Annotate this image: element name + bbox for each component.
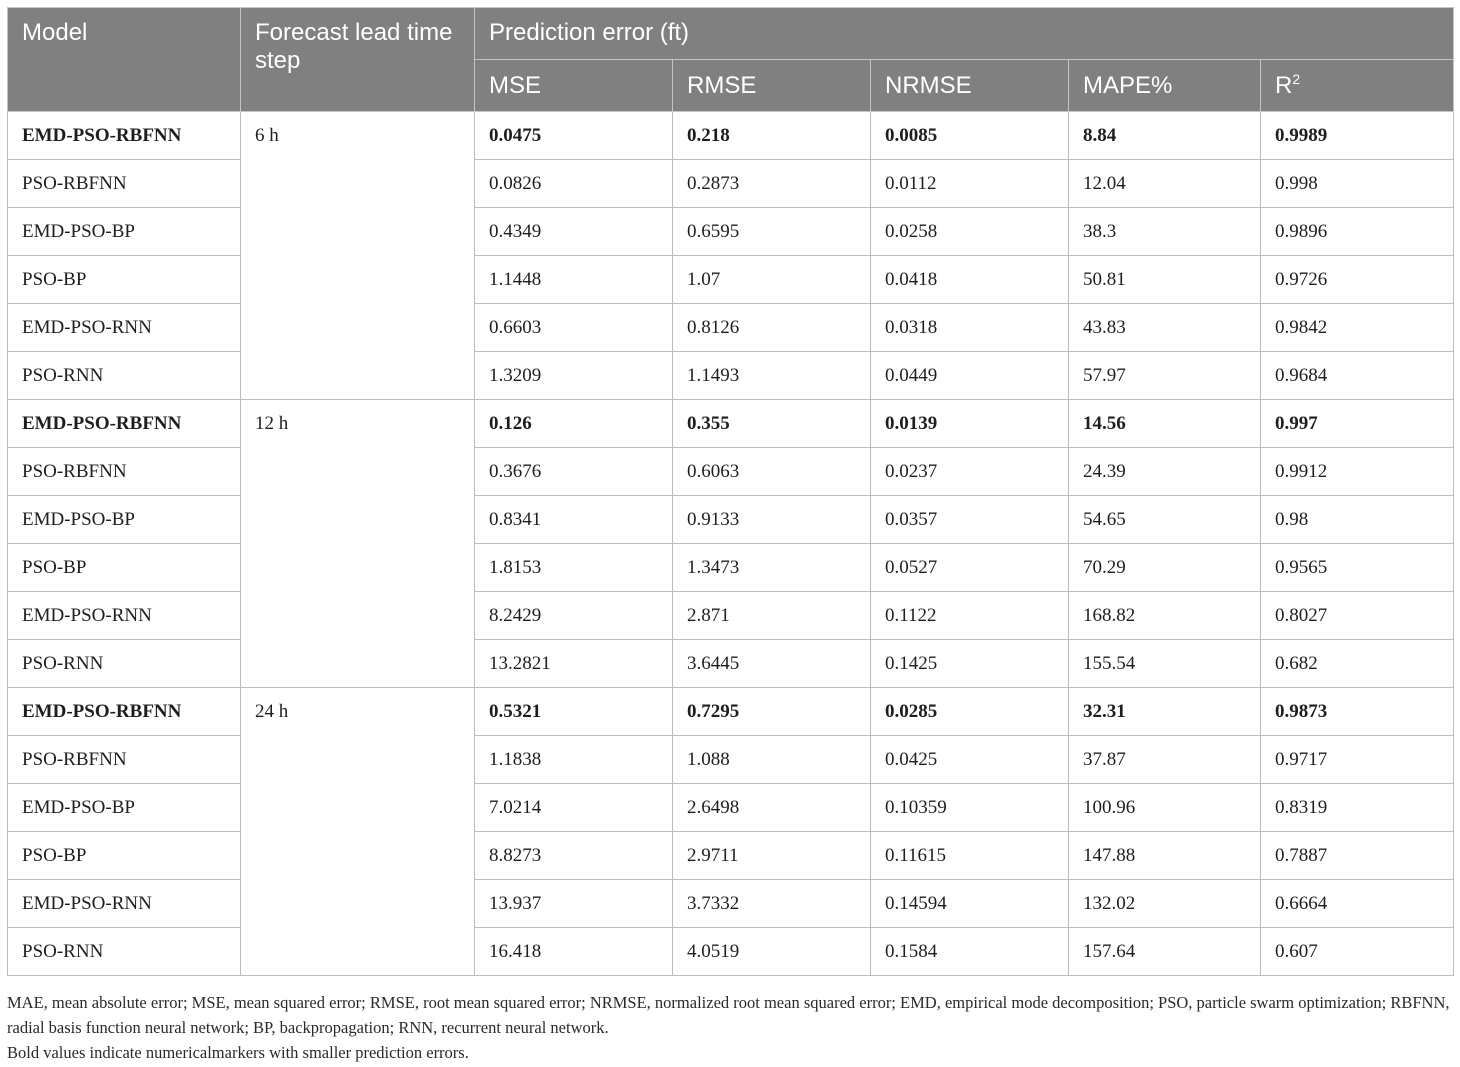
cell-mape: 155.54 [1069, 640, 1261, 688]
header-nrmse: NRMSE [871, 60, 1069, 112]
cell-mape: 168.82 [1069, 592, 1261, 640]
cell-model: PSO-BP [8, 256, 241, 304]
cell-mse: 16.418 [475, 928, 673, 976]
cell-mse: 0.5321 [475, 688, 673, 736]
cell-rmse: 0.9133 [673, 496, 871, 544]
cell-rmse: 3.6445 [673, 640, 871, 688]
cell-nrmse: 0.0237 [871, 448, 1069, 496]
cell-rmse: 2.6498 [673, 784, 871, 832]
cell-nrmse: 0.0285 [871, 688, 1069, 736]
cell-rmse: 0.218 [673, 112, 871, 160]
cell-mape: 38.3 [1069, 208, 1261, 256]
cell-mape: 14.56 [1069, 400, 1261, 448]
cell-nrmse: 0.0112 [871, 160, 1069, 208]
header-model: Model [8, 8, 241, 112]
cell-rmse: 1.07 [673, 256, 871, 304]
table-row [8, 736, 1454, 784]
cell-mse: 0.8341 [475, 496, 673, 544]
cell-rmse: 3.7332 [673, 880, 871, 928]
table-row [8, 592, 1454, 640]
cell-model: PSO-RNN [8, 640, 241, 688]
cell-r2: 0.9873 [1261, 688, 1454, 736]
cell-rmse: 0.7295 [673, 688, 871, 736]
cell-mape: 147.88 [1069, 832, 1261, 880]
cell-model: EMD-PSO-RBFNN [8, 400, 241, 448]
table-row [8, 832, 1454, 880]
cell-r2: 0.9684 [1261, 352, 1454, 400]
table-row [8, 400, 1454, 448]
cell-model: PSO-RNN [8, 928, 241, 976]
cell-model: PSO-RNN [8, 352, 241, 400]
cell-r2: 0.98 [1261, 496, 1454, 544]
cell-nrmse: 0.0139 [871, 400, 1069, 448]
cell-mse: 0.0475 [475, 112, 673, 160]
table-body [8, 112, 1454, 976]
cell-rmse: 2.9711 [673, 832, 871, 880]
results-table [7, 7, 1454, 976]
cell-mse: 1.1838 [475, 736, 673, 784]
header-rmse: RMSE [673, 60, 871, 112]
cell-r2: 0.8319 [1261, 784, 1454, 832]
cell-mse: 13.937 [475, 880, 673, 928]
cell-model: EMD-PSO-RBFNN [8, 112, 241, 160]
cell-rmse: 0.6595 [673, 208, 871, 256]
cell-r2: 0.997 [1261, 400, 1454, 448]
cell-mse: 7.0214 [475, 784, 673, 832]
cell-mse: 8.2429 [475, 592, 673, 640]
cell-rmse: 1.3473 [673, 544, 871, 592]
cell-mape: 24.39 [1069, 448, 1261, 496]
cell-mse: 8.8273 [475, 832, 673, 880]
cell-nrmse: 0.0418 [871, 256, 1069, 304]
cell-mape: 32.31 [1069, 688, 1261, 736]
cell-model: PSO-RBFNN [8, 736, 241, 784]
cell-mse: 0.3676 [475, 448, 673, 496]
cell-r2: 0.9989 [1261, 112, 1454, 160]
table-row [8, 448, 1454, 496]
cell-model: EMD-PSO-BP [8, 496, 241, 544]
cell-rmse: 1.1493 [673, 352, 871, 400]
table-row [8, 688, 1454, 736]
header-r2-base: R [1275, 71, 1293, 99]
cell-mape: 43.83 [1069, 304, 1261, 352]
cell-r2: 0.9842 [1261, 304, 1454, 352]
header-lead-time: Forecast lead time step [241, 8, 475, 112]
footnote-abbreviations: MAE, mean absolute error; MSE, mean squared error; RMSE, root mean squared error; NRMSE, normalized root mean squared error; EMD, empirical mode decomposition; PSO, particle swarm optimization; RBFNN, radial basis function neural network; BP, backpropagation; RNN, recurrent neural network. [7, 993, 1450, 1037]
cell-r2: 0.682 [1261, 640, 1454, 688]
cell-lead-time: 24 h [241, 688, 475, 976]
cell-mse: 0.0826 [475, 160, 673, 208]
cell-rmse: 1.088 [673, 736, 871, 784]
table-row [8, 256, 1454, 304]
cell-r2: 0.7887 [1261, 832, 1454, 880]
cell-nrmse: 0.0357 [871, 496, 1069, 544]
table-footnote [7, 990, 1455, 1065]
cell-nrmse: 0.1425 [871, 640, 1069, 688]
cell-nrmse: 0.0258 [871, 208, 1069, 256]
header-r2 [1261, 60, 1454, 112]
cell-mape: 8.84 [1069, 112, 1261, 160]
cell-mape: 57.97 [1069, 352, 1261, 400]
cell-nrmse: 0.11615 [871, 832, 1069, 880]
cell-nrmse: 0.1584 [871, 928, 1069, 976]
cell-r2: 0.998 [1261, 160, 1454, 208]
cell-mape: 157.64 [1069, 928, 1261, 976]
cell-model: EMD-PSO-BP [8, 208, 241, 256]
table-row [8, 160, 1454, 208]
cell-lead-time: 6 h [241, 112, 475, 400]
cell-mse: 13.2821 [475, 640, 673, 688]
table-row [8, 112, 1454, 160]
cell-mse: 0.126 [475, 400, 673, 448]
cell-model: PSO-RBFNN [8, 448, 241, 496]
table-row [8, 544, 1454, 592]
cell-rmse: 0.2873 [673, 160, 871, 208]
cell-r2: 0.607 [1261, 928, 1454, 976]
cell-lead-time: 12 h [241, 400, 475, 688]
cell-r2: 0.6664 [1261, 880, 1454, 928]
table-row [8, 784, 1454, 832]
cell-mape: 100.96 [1069, 784, 1261, 832]
cell-nrmse: 0.1122 [871, 592, 1069, 640]
cell-model: EMD-PSO-RNN [8, 592, 241, 640]
cell-rmse: 4.0519 [673, 928, 871, 976]
cell-rmse: 0.355 [673, 400, 871, 448]
cell-model: EMD-PSO-BP [8, 784, 241, 832]
cell-mse: 0.4349 [475, 208, 673, 256]
cell-nrmse: 0.0085 [871, 112, 1069, 160]
table-row [8, 880, 1454, 928]
table-row [8, 640, 1454, 688]
cell-model: PSO-BP [8, 832, 241, 880]
header-prediction-error: Prediction error (ft) [475, 8, 1454, 60]
cell-model: EMD-PSO-RBFNN [8, 688, 241, 736]
cell-mse: 1.1448 [475, 256, 673, 304]
cell-model: PSO-BP [8, 544, 241, 592]
cell-model: PSO-RBFNN [8, 160, 241, 208]
cell-rmse: 0.8126 [673, 304, 871, 352]
cell-r2: 0.9912 [1261, 448, 1454, 496]
header-mape: MAPE% [1069, 60, 1261, 112]
cell-nrmse: 0.0449 [871, 352, 1069, 400]
cell-mape: 70.29 [1069, 544, 1261, 592]
cell-mape: 12.04 [1069, 160, 1261, 208]
cell-mape: 132.02 [1069, 880, 1261, 928]
cell-nrmse: 0.0527 [871, 544, 1069, 592]
footnote-bold-note: Bold values indicate numericalmarkers with smaller prediction errors. [7, 1043, 469, 1062]
cell-mape: 50.81 [1069, 256, 1261, 304]
cell-r2: 0.9726 [1261, 256, 1454, 304]
table-row [8, 928, 1454, 976]
cell-mape: 54.65 [1069, 496, 1261, 544]
cell-nrmse: 0.10359 [871, 784, 1069, 832]
cell-mape: 37.87 [1069, 736, 1261, 784]
cell-rmse: 0.6063 [673, 448, 871, 496]
cell-r2: 0.8027 [1261, 592, 1454, 640]
table-row [8, 208, 1454, 256]
header-mse: MSE [475, 60, 673, 112]
table-row [8, 352, 1454, 400]
cell-model: EMD-PSO-RNN [8, 880, 241, 928]
cell-model: EMD-PSO-RNN [8, 304, 241, 352]
table-row [8, 304, 1454, 352]
header-r2-superscript: 2 [1292, 70, 1301, 87]
cell-r2: 0.9565 [1261, 544, 1454, 592]
cell-nrmse: 0.0425 [871, 736, 1069, 784]
cell-nrmse: 0.14594 [871, 880, 1069, 928]
table-row [8, 496, 1454, 544]
table-header [8, 8, 1454, 112]
cell-r2: 0.9896 [1261, 208, 1454, 256]
cell-nrmse: 0.0318 [871, 304, 1069, 352]
cell-r2: 0.9717 [1261, 736, 1454, 784]
cell-mse: 1.3209 [475, 352, 673, 400]
cell-mse: 1.8153 [475, 544, 673, 592]
cell-mse: 0.6603 [475, 304, 673, 352]
cell-rmse: 2.871 [673, 592, 871, 640]
